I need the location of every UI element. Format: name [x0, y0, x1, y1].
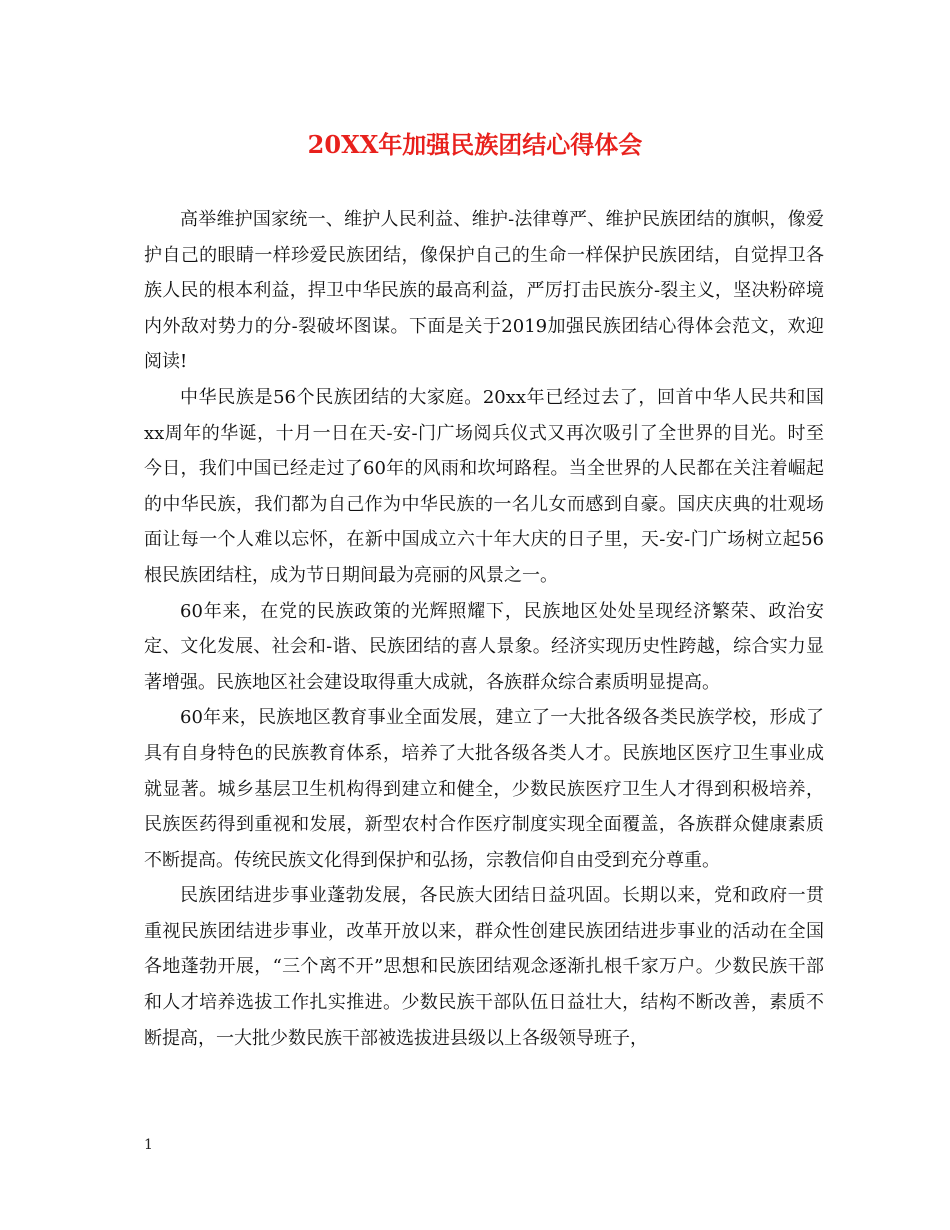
page-number: 1: [144, 1137, 153, 1153]
paragraph-1: 高举维护国家统一、维护人民利益、维护-法律尊严、维护民族团结的旗帜，像爱护自己的眼睛一样珍爱民族团结，像保护自己的生命一样保护民族团结，自觉捍卫各族人民的根本利益，捍卫中华民族的最高利益，严厉打击民族分-裂主义，坚决粉碎境内外敌对势力的分-裂破坏图谋。下面是关于2019加强民族团结心得体会范文，欢迎阅读!: [144, 209, 824, 373]
paragraph-5: 民族团结进步事业蓬勃发展，各民族大团结日益巩固。长期以来，党和政府一贯重视民族团结进步事业，改革开放以来，群众性创建民族团结进步事业的活动在全国各地蓬勃开展，“三个离不开”思想和民族团结观念逐渐扎根千家万户。少数民族干部和人才培养选拔工作扎实推进。少数民族干部队伍日益壮大，结构不断改善，素质不断提高，一大批少数民族干部被选拔进县级以上各级领导班子，: [144, 885, 824, 1049]
document-body: [144, 202, 824, 1056]
paragraph-3: 60年来，在党的民族政策的光辉照耀下，民族地区处处呈现经济繁荣、政治安定、文化发展、社会和-谐、民族团结的喜人景象。经济实现历史性跨越，综合实力显著增强。民族地区社会建设取得重大成就，各族群众综合素质明显提高。: [144, 600, 824, 693]
paragraph-2: 中华民族是56个民族团结的大家庭。20xx年已经过去了，回首中华人民共和国xx周年的华诞，十月一日在天-安-门广场阅兵仪式又再次吸引了全世界的目光。时至今日，我们中国已经走过了60年的风雨和坎坷路程。当全世界的人民都在关注着崛起的中华民族，我们都为自己作为中华民族的一名儿女而感到自豪。国庆庆典的壮观场面让每一个人难以忘怀，在新中国成立六十年大庆的日子里，天-安-门广场树立起56根民族团结柱，成为节日期间最为亮丽的风景之一。: [144, 386, 824, 586]
document-title: 20XX年加强民族团结心得体会: [307, 130, 643, 159]
paragraph-4: 60年来，民族地区教育事业全面发展，建立了一大批各级各类民族学校，形成了具有自身特色的民族教育体系，培养了大批各级各类人才。民族地区医疗卫生事业成就显著。城乡基层卫生机构得到建立和健全，少数民族医疗卫生人才得到积极培养，民族医药得到重视和发展，新型农村合作医疗制度实现全面覆盖，各族群众健康素质不断提高。传统民族文化得到保护和弘扬，宗教信仰自由受到充分尊重。: [144, 707, 824, 871]
